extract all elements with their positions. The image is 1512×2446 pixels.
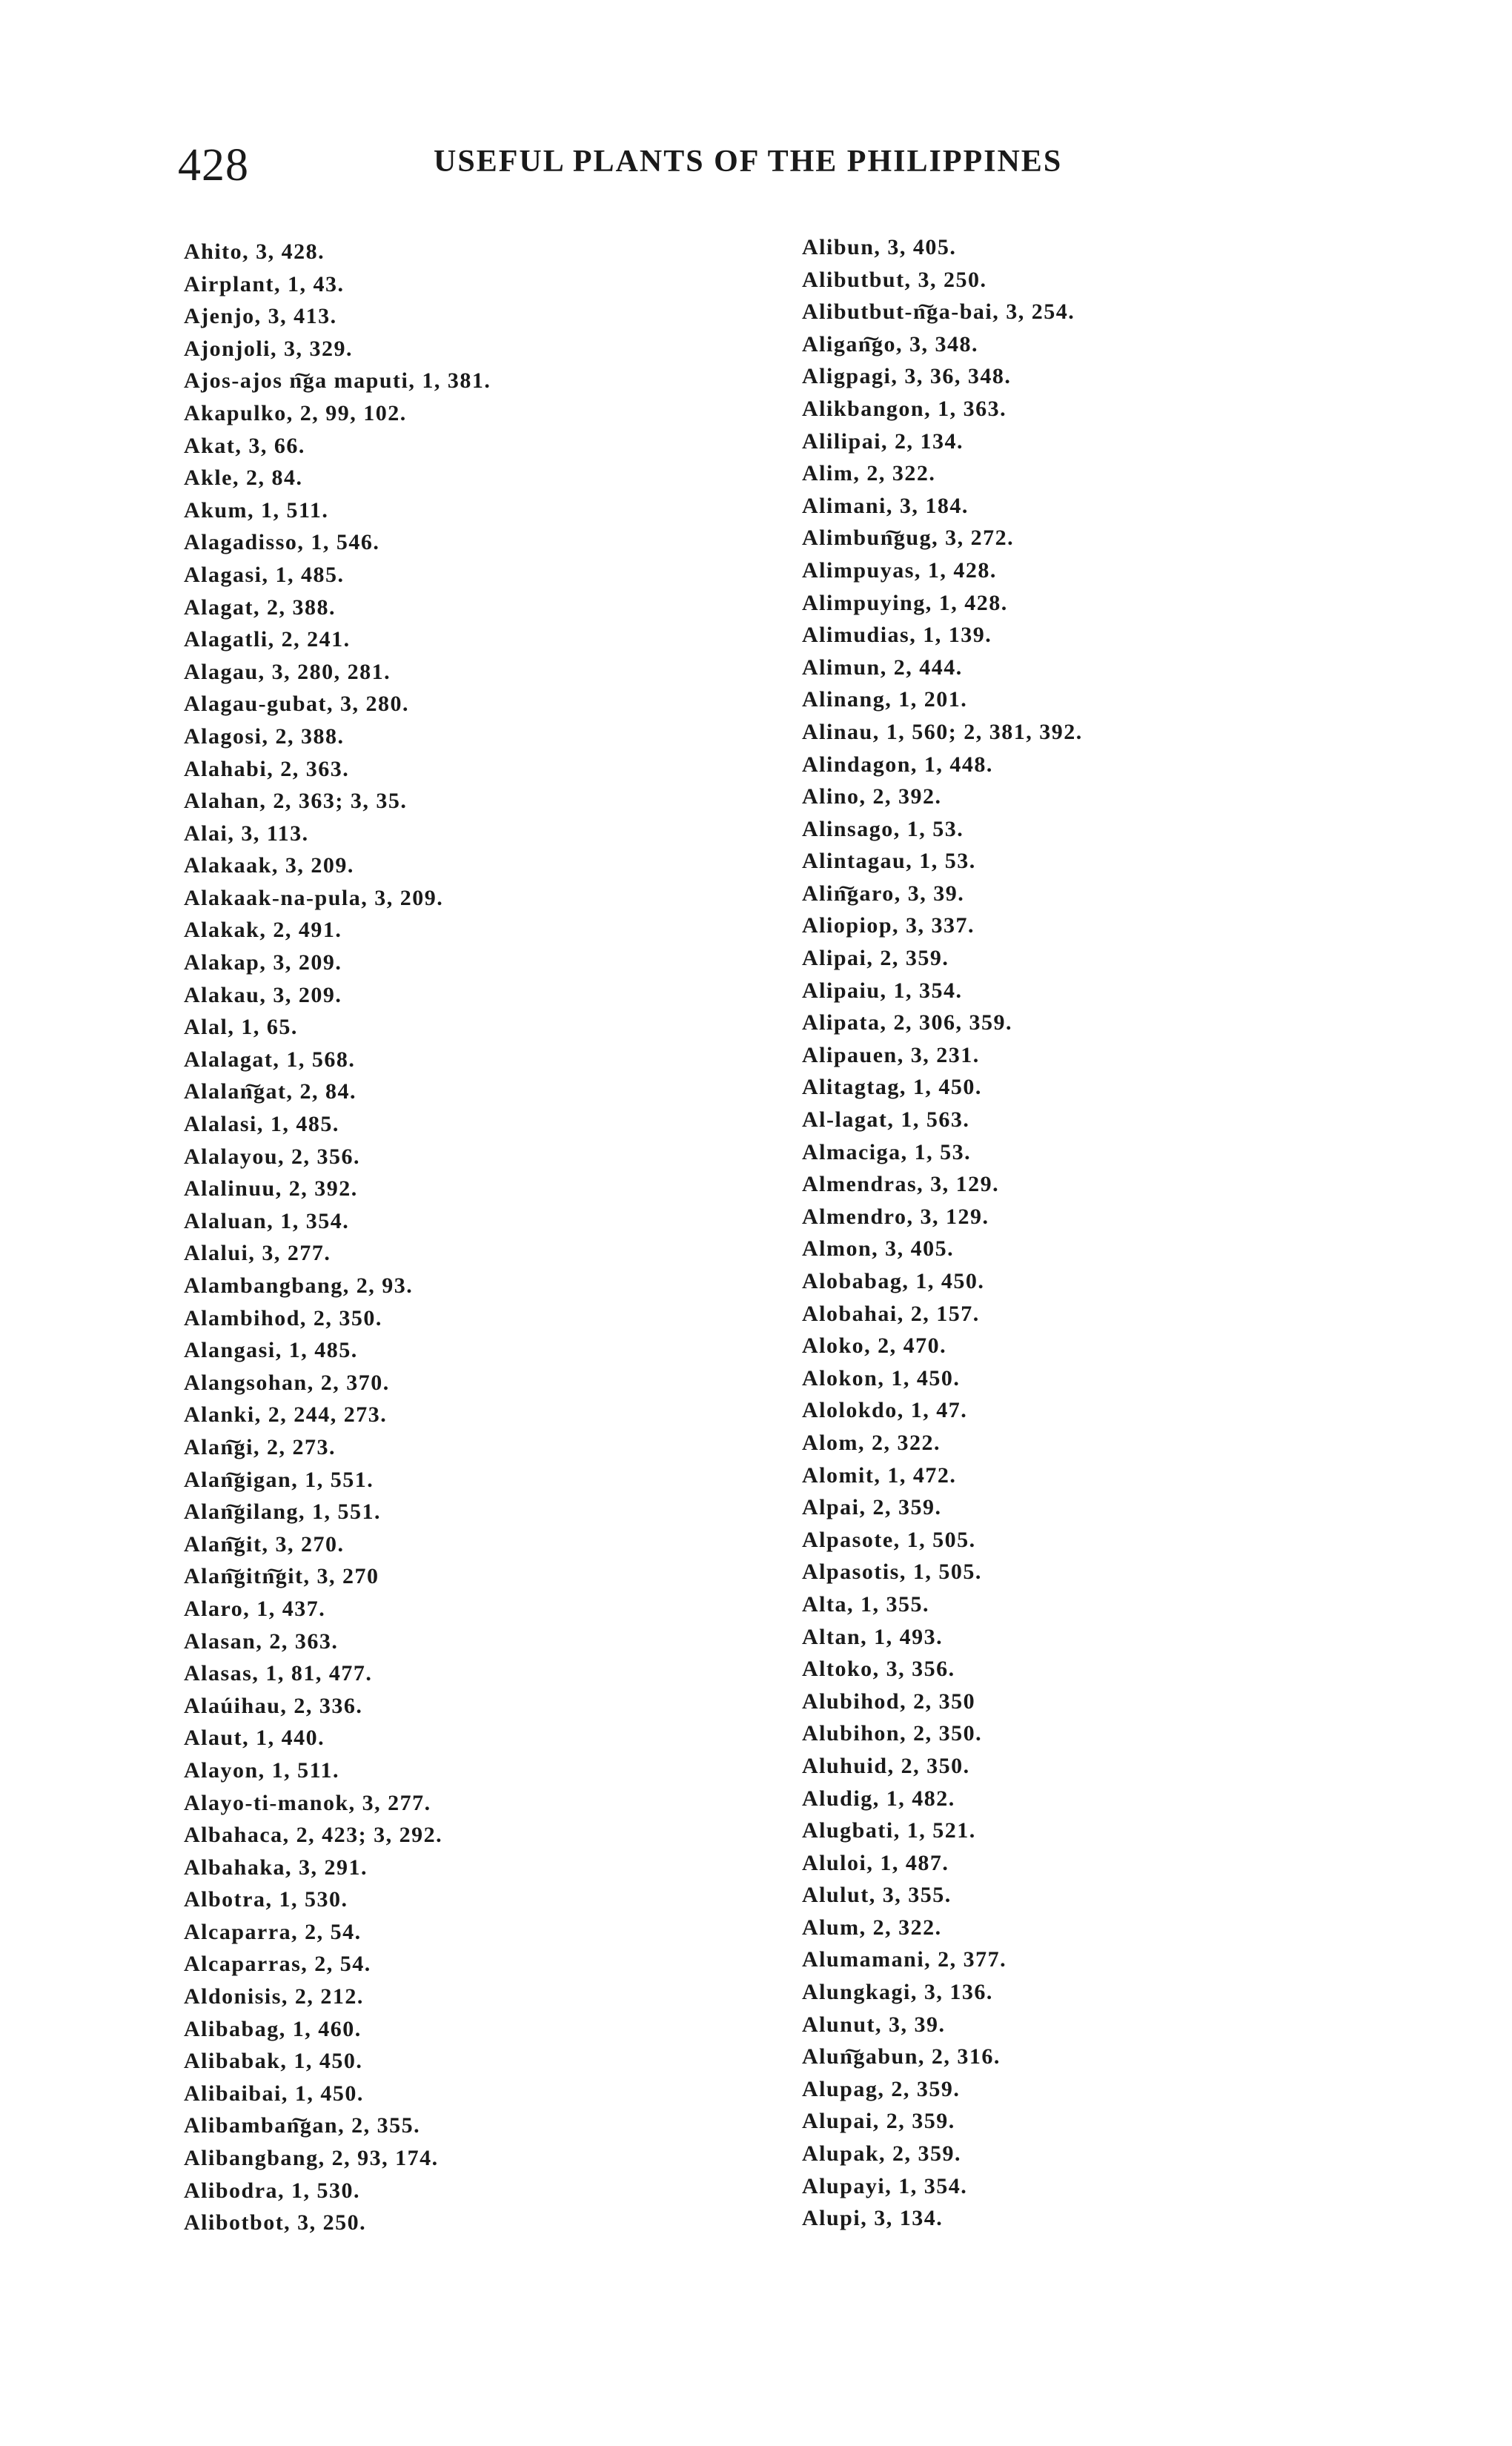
index-entry: Alulut, 3, 355.: [802, 1883, 952, 1908]
index-entry: Albahaka, 3, 291.: [184, 1855, 368, 1880]
index-entry: Alim, 2, 322.: [802, 461, 936, 486]
index-entry: Alupayi, 1, 354.: [802, 2173, 968, 2198]
index-entry: Altan, 1, 493.: [802, 1624, 944, 1649]
index-entry: Alagat, 2, 388.: [184, 594, 336, 620]
index-entry: Alakaak-na-pula, 3, 209.: [184, 885, 444, 910]
index-entry: Altoko, 3, 356.: [802, 1657, 955, 1682]
index-entry: Alubihon, 2, 350.: [802, 1721, 983, 1746]
index-entry: Airplant, 1, 43.: [184, 271, 345, 296]
index-entry: Alimun, 2, 444.: [802, 654, 963, 680]
index-entry: Alibaibai, 1, 450.: [184, 2081, 364, 2106]
index-entry: Albahaca, 2, 423; 3, 292.: [184, 1823, 443, 1848]
index-entry: Alino, 2, 392.: [802, 784, 942, 809]
index-entry: Alinsago, 1, 53.: [802, 816, 964, 841]
index-entry: Alimani, 3, 184.: [802, 493, 969, 518]
index-entry: Alimpuyas, 1, 428.: [802, 557, 997, 583]
index-entry: Aluloi, 1, 487.: [802, 1850, 949, 1875]
index-entry: Alakau, 3, 209.: [184, 982, 342, 1007]
index-entry: Alinau, 1, 560; 2, 381, 392.: [802, 719, 1083, 744]
index-entry: Alum, 2, 322.: [802, 1915, 942, 1940]
index-entry: Almon, 3, 405.: [802, 1236, 955, 1262]
index-entry: Alan͠git, 3, 270.: [184, 1531, 345, 1557]
index-entry: Alasas, 1, 81, 477.: [184, 1661, 373, 1686]
index-entry: Ajonjoli, 3, 329.: [184, 336, 353, 361]
index-entry: Albotra, 1, 530.: [184, 1887, 348, 1912]
index-entry: Alakap, 3, 209.: [184, 950, 342, 975]
index-entry: Ajenjo, 3, 413.: [184, 304, 337, 329]
index-entry: Alaut, 1, 440.: [184, 1726, 325, 1751]
index-entry: Aldonisis, 2, 212.: [184, 1984, 364, 2009]
index-entry: Ajos-ajos n͠ga maputi, 1, 381.: [184, 368, 491, 394]
index-entry: Alimbun͠gug, 3, 272.: [802, 526, 1015, 551]
index-entry: Aloko, 2, 470.: [802, 1333, 947, 1359]
index-entry: Akat, 3, 66.: [184, 433, 305, 458]
index-entry: Alobabag, 1, 450.: [802, 1269, 985, 1293]
index-entry: Alun͠gabun, 2, 316.: [802, 2044, 1001, 2069]
index-entry: Alibodra, 1, 530.: [184, 2178, 361, 2203]
index-entry: Alaúihau, 2, 336.: [184, 1693, 363, 1718]
index-entry: Alipata, 2, 306, 359.: [802, 1010, 1013, 1035]
index-entry: Alin͠garo, 3, 39.: [802, 881, 965, 906]
index-entry: Alasan, 2, 363.: [184, 1628, 339, 1654]
index-entry: Aludig, 1, 482.: [802, 1786, 955, 1811]
index-entry: Alagosi, 2, 388.: [184, 723, 345, 749]
index-entry: Alimpuying, 1, 428.: [802, 590, 1008, 615]
index-entry: Alibun, 3, 405.: [802, 235, 957, 259]
index-entry: Akle, 2, 84.: [184, 465, 303, 491]
index-entry: Ahito, 3, 428.: [184, 239, 325, 264]
index-entry: Alcaparra, 2, 54.: [184, 1919, 362, 1944]
index-entry: Akum, 1, 511.: [184, 497, 329, 523]
index-entry: Alakaak, 3, 209.: [184, 853, 354, 878]
index-entry: Alibotbot, 3, 250.: [184, 2210, 367, 2235]
index-entry: Aligpagi, 3, 36, 348.: [802, 364, 1012, 389]
index-entry: Alupag, 2, 359.: [802, 2076, 961, 2101]
index-entry: Alayon, 1, 511.: [184, 1757, 340, 1783]
page-header: [178, 139, 1127, 199]
index-entry: Alupai, 2, 359.: [802, 2109, 955, 2134]
index-entry: Alangasi, 1, 485.: [184, 1338, 358, 1363]
index-entry: Alanki, 2, 244, 273.: [184, 1402, 388, 1428]
index-entry: Alikbangon, 1, 363.: [802, 396, 1007, 421]
index-entry: Alalinuu, 2, 392.: [184, 1176, 358, 1202]
index-entry: Alipaiu, 1, 354.: [802, 978, 963, 1003]
index-entry: Alagatli, 2, 241.: [184, 627, 351, 652]
index-entry: Alupi, 3, 134.: [802, 2206, 944, 2231]
index-entry: Alalagat, 1, 568.: [184, 1047, 356, 1072]
index-entry: Alangsohan, 2, 370.: [184, 1370, 390, 1395]
index-entry: Alumamani, 2, 377.: [802, 1947, 1007, 1972]
index-entry: Alipai, 2, 359.: [802, 946, 949, 971]
index-entry: Almendro, 3, 129.: [802, 1204, 989, 1229]
index-entry: Alambangbang, 2, 93.: [184, 1273, 414, 1298]
index-entry: Almendras, 3, 129.: [802, 1172, 1000, 1197]
index-entry: Alan͠gitn͠git, 3, 270: [184, 1564, 379, 1589]
index-entry: Alpasotis, 1, 505.: [802, 1560, 982, 1585]
index-entry: Alan͠gigan, 1, 551.: [184, 1467, 374, 1492]
index-entry: Alolokdo, 1, 47.: [802, 1398, 968, 1423]
index-entry: Aligan͠go, 3, 348.: [802, 331, 979, 357]
index-entry: Alpai, 2, 359.: [802, 1495, 942, 1520]
index-entry: Alibabag, 1, 460.: [184, 2016, 362, 2041]
index-entry: Alibabak, 1, 450.: [184, 2049, 363, 2074]
index-entry: Alagadisso, 1, 546.: [184, 530, 380, 555]
index-entry: Alal, 1, 65.: [184, 1015, 298, 1040]
index-entry: Alupak, 2, 359.: [802, 2141, 962, 2167]
index-entry: Alunut, 3, 39.: [802, 2012, 946, 2037]
index-entry: Alalui, 3, 277.: [184, 1241, 331, 1266]
index-column-left: [184, 236, 491, 2239]
index-entry: Alta, 1, 355.: [802, 1591, 929, 1617]
index-entry: Alalayou, 2, 356.: [184, 1144, 361, 1169]
index-entry: Alahan, 2, 363; 3, 35.: [184, 789, 408, 814]
index-entry: Alcaparras, 2, 54.: [184, 1952, 371, 1977]
index-entry: Alokon, 1, 450.: [802, 1365, 961, 1391]
index-entry: Alalasi, 1, 485.: [184, 1112, 339, 1137]
index-entry: Alindagon, 1, 448.: [802, 752, 993, 777]
index-entry: Alaluan, 1, 354.: [184, 1208, 350, 1233]
index-entry: Alungkagi, 3, 136.: [802, 1980, 993, 2005]
index-entry: Almaciga, 1, 53.: [802, 1139, 972, 1164]
index-entry: Al-lagat, 1, 563.: [802, 1107, 970, 1133]
index-entry: Alagasi, 1, 485.: [184, 562, 345, 587]
index-entry: Alibutbut, 3, 250.: [802, 267, 987, 292]
index-entry: Aliopiop, 3, 337.: [802, 913, 975, 938]
index-entry: Alayo-ti-manok, 3, 277.: [184, 1790, 431, 1815]
index-entry: Alomit, 1, 472.: [802, 1462, 957, 1488]
index-entry: Alinang, 1, 201.: [802, 687, 968, 712]
index-entry: Alalan͠gat, 2, 84.: [184, 1079, 357, 1104]
index-entry: Alan͠gi, 2, 273.: [184, 1434, 336, 1459]
index-entry: Alagau-gubat, 3, 280.: [184, 692, 410, 717]
index-entry: Alaro, 1, 437.: [184, 1596, 326, 1621]
index-entry: Akapulko, 2, 99, 102.: [184, 400, 407, 425]
index-entry: Alpasote, 1, 505.: [802, 1527, 976, 1552]
index-entry: Alobahai, 2, 157.: [802, 1301, 980, 1326]
index-entry: Alagau, 3, 280, 281.: [184, 659, 391, 684]
running-title: USEFUL PLANTS OF THE PHILIPPINES: [434, 145, 1063, 179]
index-column-right: [802, 231, 1083, 2235]
index-entry: Alibamban͠gan, 2, 355.: [184, 2113, 421, 2138]
index-entry: Aluhuid, 2, 350.: [802, 1753, 970, 1778]
index-entry: Alakak, 2, 491.: [184, 918, 342, 943]
index-entry: Alan͠gilang, 1, 551.: [184, 1499, 382, 1525]
index-entry: Alom, 2, 322.: [802, 1430, 941, 1455]
index-entry: Alibutbut-n͠ga-bai, 3, 254.: [802, 299, 1075, 325]
index-entry: Alibangbang, 2, 93, 174.: [184, 2146, 439, 2171]
index-entry: Alintagau, 1, 53.: [802, 849, 976, 874]
index-entry: Alilipai, 2, 134.: [802, 428, 964, 454]
index-entry: Alipauen, 3, 231.: [802, 1042, 980, 1067]
page-number: 428: [178, 140, 249, 190]
index-entry: Alubihod, 2, 350: [802, 1688, 976, 1714]
index-entry: Alambihod, 2, 350.: [184, 1305, 382, 1330]
index-entry: Alitagtag, 1, 450.: [802, 1075, 982, 1100]
index-entry: Alai, 3, 113.: [184, 821, 309, 846]
index-entry: Alugbati, 1, 521.: [802, 1818, 976, 1843]
index-entry: Alimudias, 1, 139.: [802, 623, 992, 648]
index-entry: Alahabi, 2, 363.: [184, 756, 350, 781]
